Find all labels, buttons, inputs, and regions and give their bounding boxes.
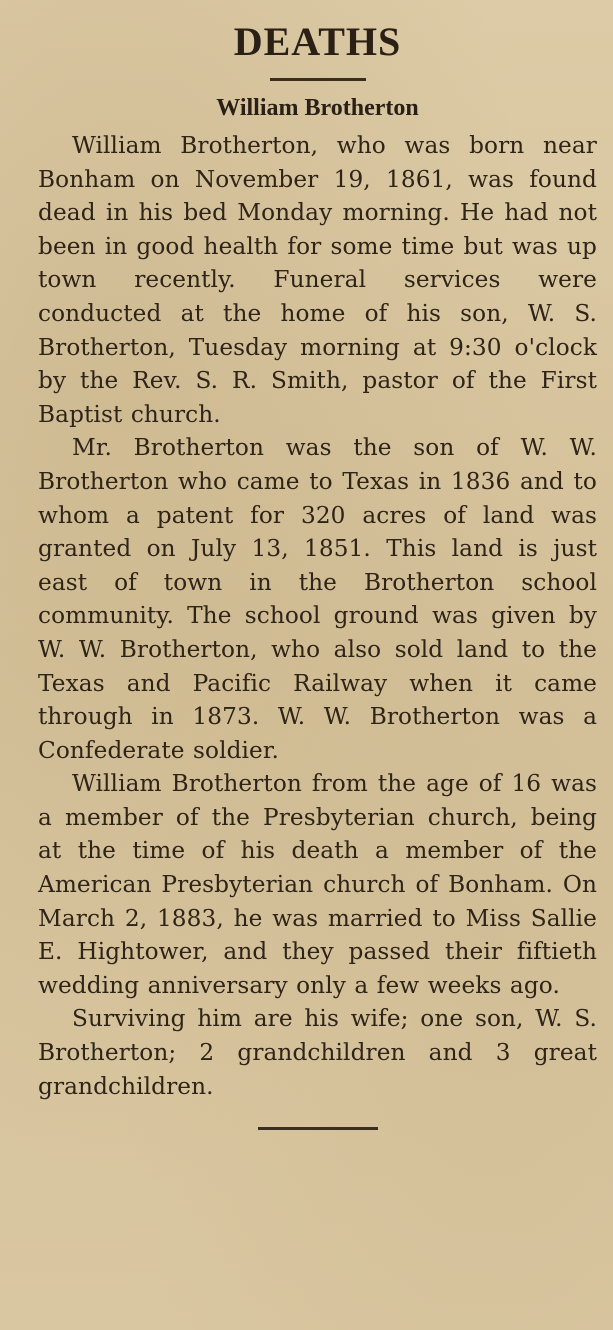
heading-divider (270, 78, 366, 81)
closing-divider (258, 1127, 378, 1130)
obituary-paragraph: William Brotherton, who was born near Bonham on November 19, 1861, was found dead in his bed Monday morning. He had not been in good health for some time but was up town recently. Funeral services were conducted at the home of his son, W. S. Brotherton, Tuesday morning at 9:30 o'clock by the Rev. S. R. Smith, pastor of the First Baptist church. (38, 132, 597, 428)
obituary-name-heading: William Brotherton (216, 95, 419, 121)
section-heading: DEATHS (233, 19, 402, 64)
obituary-paragraph: William Brotherton from the age of 16 was a member of the Presbyterian church, being at the time of his death a member of the American Presbyterian church of Bonham. On March 2, 1883, he was married to Miss Sallie E. Hightower, and they passed their fiftieth wedding anniversary only a few weeks ago. (38, 770, 597, 999)
obituary-paragraph: Mr. Brotherton was the son of W. W. Brotherton who came to Texas in 1836 and to whom a patent for 320 acres of land was granted on July 13, 1851. This land is just east of town in the Brotherton school community. The school ground was given by W. W. Brotherton, who also sold land to the Texas and Pacific Railway when it came through in 1873. W. W. Brotherton was a Confederate soldier. (38, 434, 597, 764)
obituary-paragraph: Surviving him are his wife; one son, W. S. Brotherton; 2 grandchildren and 3 great grandchildren. (38, 1005, 597, 1100)
